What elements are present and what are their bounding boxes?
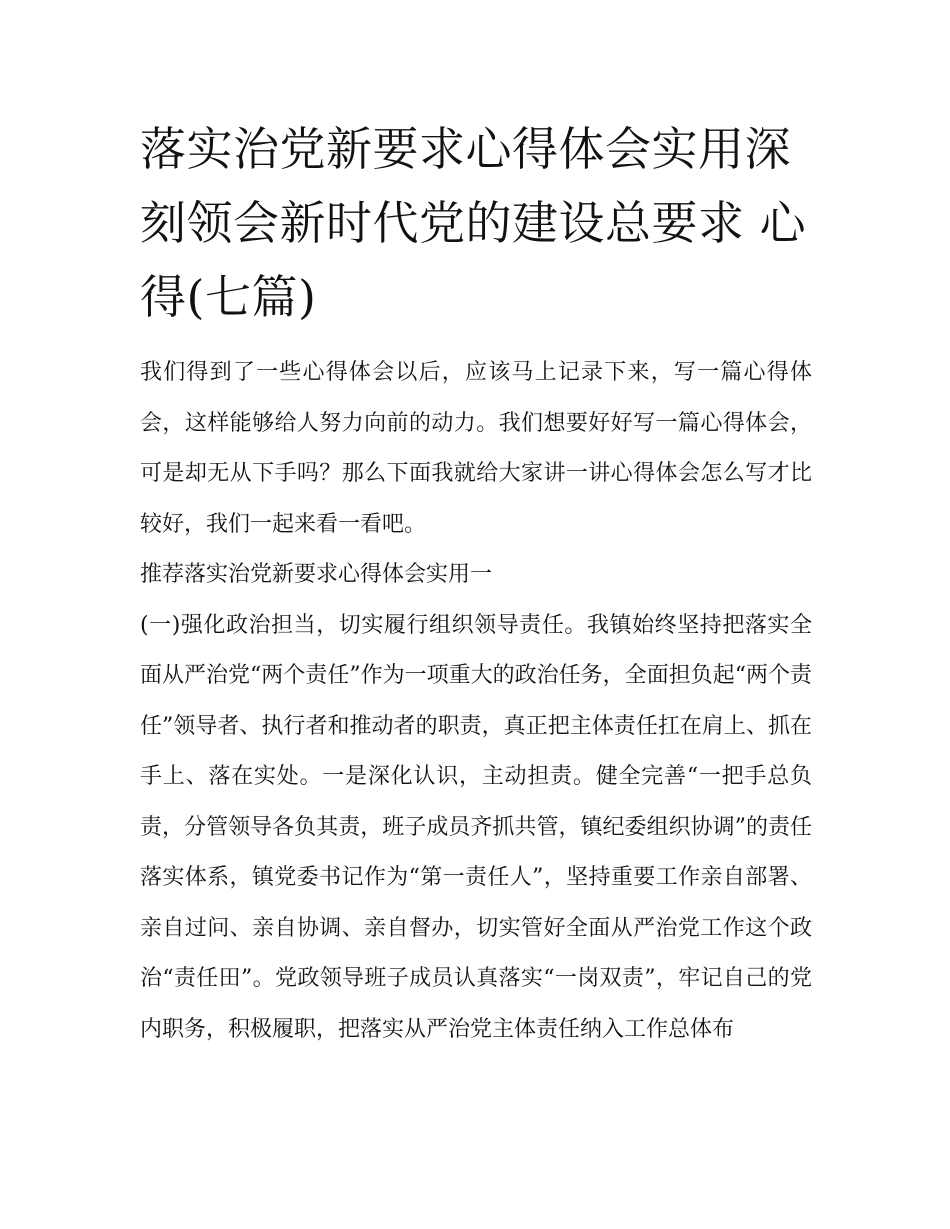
intro-paragraph: 我们得到了一些心得体会以后，应该马上记录下来，写一篇心得体会，这样能够给人努力向前的动力。我们想要好好写一篇心得体会，可是却无从下手吗？那么下面我就给大家讲一讲心得体会怎么写才比较好，我们一起来看一看吧。 (140, 360, 812, 537)
document-title: 落实治党新要求心得体会实用深刻领会新时代党的建设总要求 心得(七篇) (140, 122, 807, 324)
section-heading: 推荐落实治党新要求心得体会实用一 (140, 562, 493, 587)
body-paragraph: (一)强化政治担当，切实履行组织领导责任。我镇始终坚持把落实全面从严治党“两个责任”作为一项重大的政治任务，全面担负起“两个责任”领导者、执行者和推动者的职责，真正把主体责任扛在肩上、抓在手上、落在实处。一是深化认识，主动担责。健全完善“一把手总负责，分管领导各负其责，班子成员齐抓共管，镇纪委组织协调”的责任落实体系，镇党委书记作为“第一责任人”，坚持重要工作亲自部署、亲自过问、亲自协调、亲自督办，切实管好全面从严治党工作这个政治“责任田”。党政领导班子成员认真落实“一岗双责”，牢记自己的党内职务，积极履职，把落实从严治党主体责任纳入工作总体布 (140, 612, 812, 1042)
document-content (140, 112, 812, 1055)
